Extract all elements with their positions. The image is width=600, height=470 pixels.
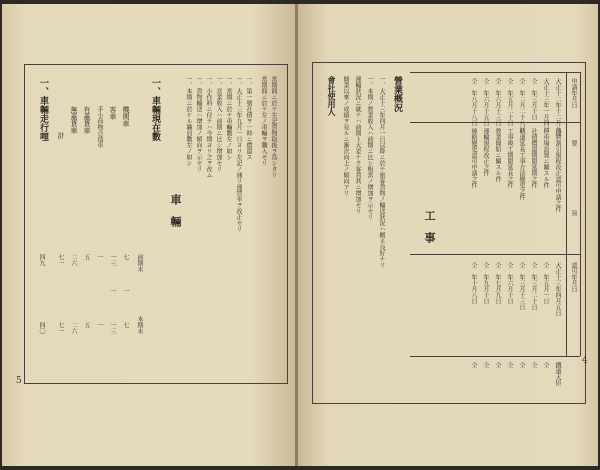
remark-line: 一、貨物輸送ハ增加ノ傾向ヲ示セリ xyxy=(195,76,202,172)
row-label: 客車 xyxy=(109,106,117,120)
cell-value: 一 xyxy=(122,288,129,294)
table-rule xyxy=(566,72,567,356)
table-rule xyxy=(410,254,580,255)
approval-date: 仝 年五月一日 xyxy=(542,262,549,304)
book-spread xyxy=(2,4,598,466)
purpose-text: 工事竣工期限延長之件 xyxy=(506,128,513,188)
left-page xyxy=(2,4,296,466)
row-label: 機関車 xyxy=(122,106,130,127)
purpose-text: 軌道延長工事方法變更之件 xyxy=(518,128,525,200)
business-heading: 營業概況 xyxy=(392,76,402,112)
cell-value: 一 xyxy=(109,288,116,294)
authority: 仝 xyxy=(494,362,501,368)
table-rule xyxy=(410,356,580,357)
cell-value: 二六 xyxy=(70,254,77,266)
purpose-text: 運輸規程改正之件 xyxy=(482,128,489,176)
authority: 仝 xyxy=(530,362,537,368)
authority: 鐵道大臣 xyxy=(554,362,561,386)
remark-line: 一、第一號社債ヲ一時ニ償還ス xyxy=(245,76,252,160)
remark-line: 當期間ニ於テ左ノ車輛ヲ購入セリ xyxy=(260,76,267,166)
purpose-text: 社債償還期限延期之件 xyxy=(530,128,537,188)
business-line: 開業以來ノ成績ヲ見ルニ漸次向上ノ傾向アリ xyxy=(342,76,349,196)
row-label: 計 xyxy=(57,132,65,139)
approval-date: 仝 年九月十日 xyxy=(482,262,489,304)
cell-value: 七 xyxy=(122,254,129,260)
authority: 仝 xyxy=(542,362,549,368)
cell-value: 二六 xyxy=(70,322,77,334)
row-label: 手小荷物合造車 xyxy=(96,106,103,148)
application-date: 仝 年八月十八日 xyxy=(470,78,477,126)
table-header: 申請年月日 xyxy=(570,78,577,108)
cell-value: 一三 xyxy=(109,322,116,334)
purpose-text: 停車場設置ニ關スル件 xyxy=(542,128,549,188)
table-header: 認可年月日 xyxy=(570,262,577,292)
approval-date: 仝 年三月二十日 xyxy=(530,262,537,310)
section-title-construction: 工 事 xyxy=(423,210,436,243)
business-line: 一、大正十三年四月一日以降ニ於テ旅客貨物ノ輸送狀況ハ概ネ良好ナリ xyxy=(378,76,385,268)
authority: 仝 xyxy=(470,362,477,368)
cell-value: 七一 xyxy=(57,254,64,266)
running-value: 四〇 xyxy=(38,322,45,334)
business-line: 一、本期ノ營業收入ハ前期ニ比シ相當ノ增加ヲ示セリ xyxy=(366,76,373,220)
table-header: 旨 xyxy=(570,210,577,216)
business-line: 運輸狀況ニ就テハ前期ト大差ナク客貨共ニ增加セリ xyxy=(354,76,361,214)
application-date: 大正十二年十二月八日 xyxy=(554,78,561,138)
application-date: 仝 年三月十日 xyxy=(530,78,537,120)
authority: 仝 xyxy=(482,362,489,368)
remark-line: 當期間ニ於テ左記貨物取扱ヲ爲シタリ xyxy=(270,76,277,178)
column-header: 前期末 xyxy=(136,254,143,272)
remark-line: 一、當期ニ於テ車輛數左ノ如シ xyxy=(225,76,232,160)
cell-value: 五 xyxy=(83,254,90,260)
business-line: 會社使用人 xyxy=(327,76,337,116)
application-date: 仝 年六月十三日 xyxy=(494,78,501,126)
purpose-text: 運賃割引規程改正認可申請之件 xyxy=(554,128,561,212)
cell-value: 一 xyxy=(96,322,103,328)
cell-value: 七 xyxy=(122,322,129,328)
approval-date: 仝 年七月九日 xyxy=(494,262,501,304)
section-title-rolling-stock: 車 輛 xyxy=(169,194,182,227)
cell-value: 七一 xyxy=(57,322,64,334)
table-rule xyxy=(580,72,581,356)
cell-value: 一 xyxy=(96,254,103,260)
application-date: 大正十三年一月四日 xyxy=(542,78,549,132)
remark-line: 一、小作料ニ付テハ今期ヨリ之ヲ改ム xyxy=(205,76,212,178)
application-date: 仝 年六月十五日 xyxy=(482,78,489,126)
running-mileage-heading: 一、車輛走行哩 xyxy=(38,78,48,141)
approval-date: 仝 年六月十日 xyxy=(506,262,513,304)
approval-date: 仝 年十月八日 xyxy=(470,262,477,304)
page-number: 5 xyxy=(16,376,22,386)
rolling-stock-heading: 一、車輛現在數 xyxy=(150,78,160,141)
table-header: 要 xyxy=(570,140,577,146)
running-value: 四九 xyxy=(38,254,45,266)
approval-date: 大正十三年四月五日 xyxy=(554,262,561,316)
application-date: 仝 年二月二十八日 xyxy=(518,78,525,132)
approval-date: 仝 年三月十三日 xyxy=(518,262,525,310)
authority: 仝 xyxy=(506,362,513,368)
row-label: 有蓋貨車 xyxy=(83,106,91,134)
authority: 仝 xyxy=(518,362,525,368)
remark-line: 一、営業收入ハ前期ニ比シ増加セリ xyxy=(215,76,222,172)
application-date: 仝 年五月二十日 xyxy=(506,78,513,126)
cell-value: 一三 xyxy=(109,254,116,266)
remark-line: 一、大正十三年九月一日ヨリ左記ノ通リ運賃率ヲ改正セリ xyxy=(235,76,242,232)
purpose-text: 營業開始ニ關スル件 xyxy=(494,128,501,182)
remark-line: 一、本期ニ於ケル職員數左ノ如シ xyxy=(185,76,192,166)
row-label: 無蓋貨車 xyxy=(70,106,78,134)
cell-value: 五 xyxy=(83,322,90,328)
right-page xyxy=(298,4,598,466)
column-header: 本期末 xyxy=(136,316,143,334)
table-rule xyxy=(410,72,580,73)
page-number: 4 xyxy=(582,356,588,366)
purpose-text: 線路變更認可申請之件 xyxy=(470,128,477,188)
